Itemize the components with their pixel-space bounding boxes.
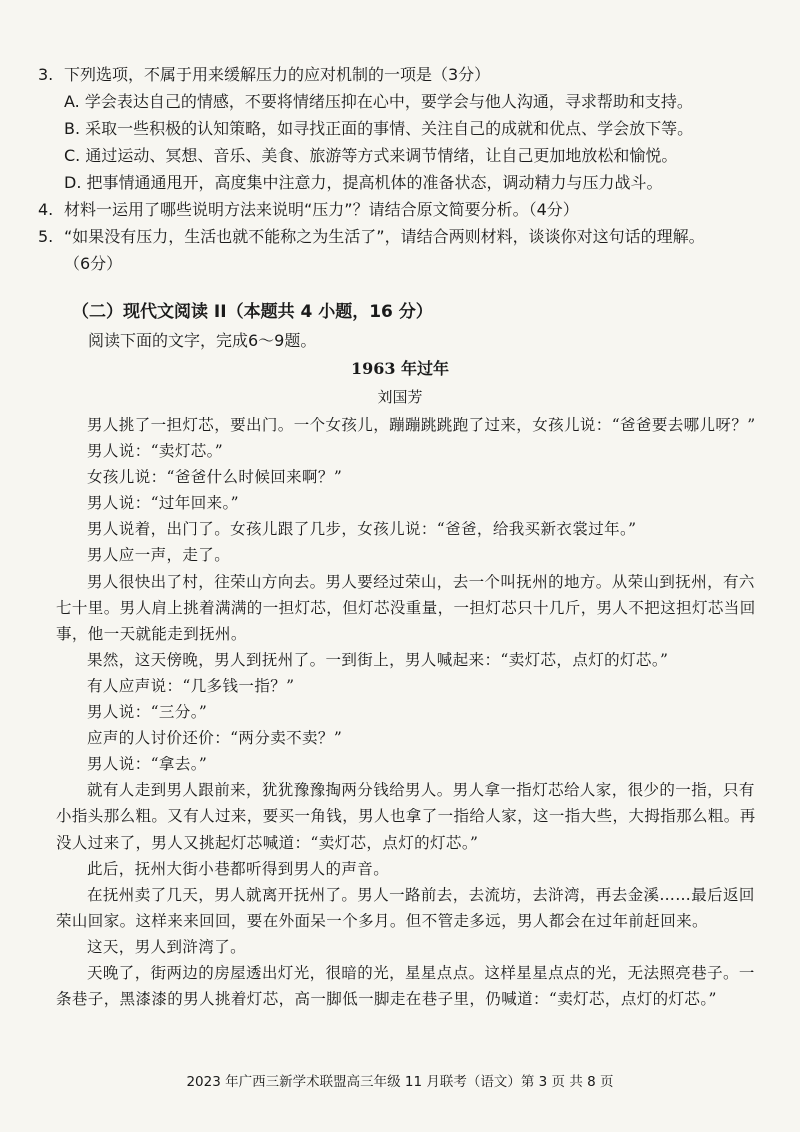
question-3-text: 下列选项，不属于用来缓解压力的应对机制的一项是（3分）	[64, 65, 491, 84]
story-paragraph: 男人应一声，走了。	[87, 546, 231, 565]
story-paragraph: 就有人走到男人跟前来，犹犹豫豫掏两分钱给男人。男人拿一指灯芯给人家，很少的一指，只有小指头那么粗。又有人过来，要买一角钱，男人也拿了一指给人家，这一指大些，大拇指那么粗。再没人过来了，男人又挑起灯芯喊道：“卖灯芯，点灯的灯芯。”	[56, 781, 756, 852]
story-body	[56, 412, 756, 1012]
story-paragraph: 这天，男人到浒湾了。	[87, 937, 247, 956]
story-paragraph: 女孩儿说：“爸爸什么时候回来啊？”	[87, 468, 343, 487]
story-paragraph: 男人说着，出门了。女孩儿跟了几步，女孩儿说：“爸爸，给我买新衣裳过年。”	[87, 520, 637, 539]
story-paragraph: 男人说：“拿去。”	[87, 755, 208, 774]
question-3-option-c: C. 通过运动、冥想、音乐、美食、旅游等方式来调节情绪，让自己更加地放松和愉悦。	[64, 146, 678, 165]
story-paragraph: 男人挑了一担灯芯，要出门。一个女孩儿，蹦蹦跳跳跑了过来，女孩儿说：“爸爸要去哪儿呀？”	[87, 416, 756, 434]
story-paragraph: 在抚州卖了几天，男人就离开抚州了。男人一路前去，去流坊，去浒湾，再去金溪……最后返回荣山回家。这样来来回回，要在外面呆一个多月。但不管走多远，男人都会在过年前赶回来。	[56, 885, 755, 930]
story-paragraph: 果然，这天傍晚，男人到抚州了。一到街上，男人喊起来：“卖灯芯，点灯的灯芯。”	[87, 650, 669, 669]
story-paragraph: 有人应声说：“几多钱一指？”	[87, 676, 295, 695]
section-instruction: 阅读下面的文字，完成6～9题。	[88, 331, 317, 350]
page-footer: 2023 年广西三新学术联盟高三年级 11 月联考（语文）第 3 页 共 8 页	[186, 1074, 614, 1090]
question-5-text: “如果没有压力，生活也就不能称之为生活了”，请结合两则材料，谈谈你对这句话的理解。	[64, 227, 705, 246]
story-paragraph: 男人说：“过年回来。”	[87, 494, 239, 513]
question-3-number: 3.	[38, 65, 54, 84]
story-paragraph: 应声的人讨价还价：“两分卖不卖？”	[87, 729, 343, 748]
question-4-number: 4.	[38, 200, 54, 219]
question-4	[38, 197, 778, 223]
story-paragraph: 男人说：“卖灯芯。”	[87, 442, 224, 461]
story-paragraph: 天晚了，街两边的房屋透出灯光，很暗的光，星星点点。这样星星点点的光，无法照亮巷子。一条巷子，黑漆漆的男人挑着灯芯，高一脚低一脚走在巷子里，仍喊道：“卖灯芯，点灯的灯芯。”	[56, 963, 755, 1009]
question-5-number: 5.	[38, 227, 54, 246]
question-3	[38, 62, 778, 88]
question-3-option-b: B. 采取一些积极的认知策略，如寻找正面的事情、关注自己的成就和优点、学会放下等。	[64, 119, 694, 138]
question-5-score: （6分）	[64, 254, 123, 273]
story-paragraph: 此后，抚州大街小巷都听得到男人的声音。	[87, 859, 390, 878]
question-4-text: 材料一运用了哪些说明方法来说明“压力”？请结合原文简要分析。（4分）	[64, 200, 579, 219]
story-paragraph: 男人很快出了村，往荣山方向去。男人要经过荣山，去一个叫抚州的地方。从荣山到抚州，有六七十里。男人肩上挑着满满的一担灯芯，但灯芯没重量，一担灯芯只十几斤，男人不把这担灯芯当回事，他一天就能走到抚州。	[56, 572, 756, 643]
story-author: 刘国芳	[377, 388, 423, 406]
question-3-option-a: A. 学会表达自己的情感，不要将情绪压抑在心中，要学会与他人沟通，寻求帮助和支持。	[64, 92, 693, 111]
section-heading: （二）现代文阅读 II（本题共 4 小题，16 分）	[72, 302, 433, 322]
story-title: 1963 年过年	[350, 359, 450, 378]
question-5	[38, 224, 778, 250]
story-paragraph: 男人说：“三分。”	[87, 703, 208, 722]
question-3-option-d: D. 把事情通通甩开，高度集中注意力，提高机体的准备状态，调动精力与压力战斗。	[64, 173, 663, 192]
